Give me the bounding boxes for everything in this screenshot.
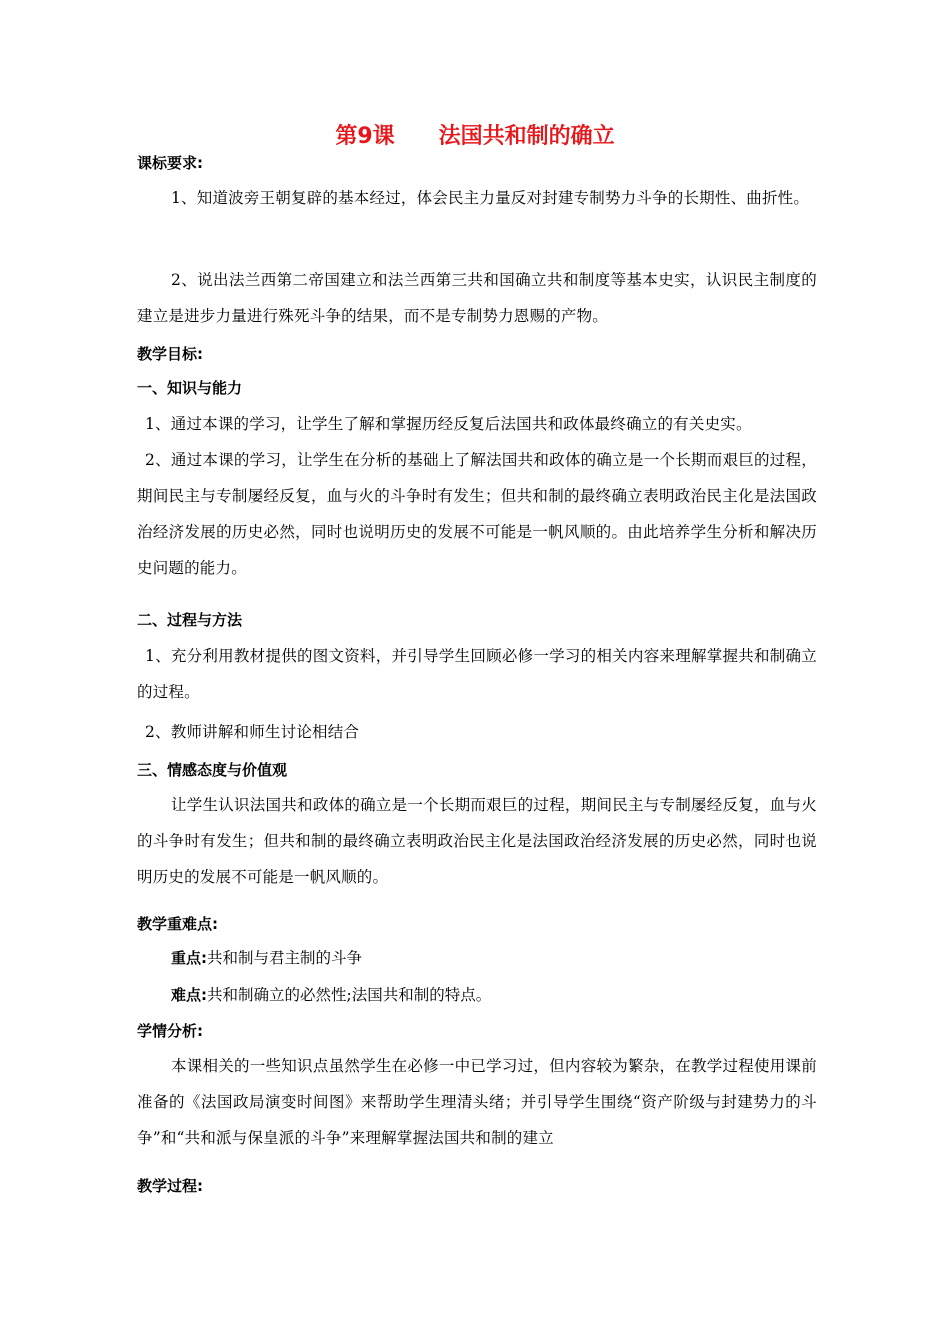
emotion-item-1: 让学生认识法国共和政体的确立是一个长期而艰巨的过程，期间民主与专制屡经反复，血与火的斗争时有发生；但共和制的最终确立表明政治民主化是法国政治经济发展的历史必然，同时也说明历史的发展不可能是一帆风顺的。 (137, 796, 817, 886)
zhongdian-line (137, 947, 851, 969)
nandian-line (137, 984, 851, 1006)
analysis-heading: 学情分析: (137, 1022, 203, 1040)
zhongdian-label: 重点: (171, 949, 207, 967)
process-item-1: 1、充分利用教材提供的图文资料，并引导学生回顾必修一学习的相关内容来理解掌握共和制确立的过程。 (137, 647, 817, 701)
knowledge-item-1: 1、通过本课的学习，让学生了解和掌握历经反复后法国共和政体最终确立的有关史实。 (145, 415, 752, 433)
nandian-text: 共和制确立的必然性;法国共和制的特点。 (207, 986, 492, 1004)
emotion-heading: 三、情感态度与价值观 (137, 761, 288, 779)
kebiao-item-2: 2、说出法兰西第二帝国建立和法兰西第三共和国确立共和制度等基本史实，认识民主制度的建立是进步力量进行殊死斗争的结果，而不是专制势力恩赐的产物。 (137, 271, 817, 325)
process-item-2: 2、教师讲解和师生讨论相结合 (145, 723, 360, 741)
kebiao-heading: 课标要求: (137, 154, 203, 172)
zhongdian-text: 共和制与君主制的斗争 (207, 949, 363, 967)
page-title: 第9课 法国共和制的确立 (335, 124, 615, 149)
kebiao-item-1: 1、知道波旁王朝复辟的基本经过，体会民主力量反对封建专制势力斗争的长期性、曲折性。 (171, 189, 810, 207)
analysis-item-1: 本课相关的一些知识点虽然学生在必修一中已学习过，但内容较为繁杂，在教学过程使用课前准备的《法国政局演变时间图》来帮助学生理清头绪；并引导学生围绕“资产阶级与封建势力的斗争”和“共和派与保皇派的斗争”来理解掌握法国共和制的建立 (137, 1057, 817, 1147)
keypoint-heading: 教学重难点: (137, 915, 218, 933)
knowledge-heading: 一、知识与能力 (137, 379, 243, 397)
nandian-label: 难点: (171, 986, 207, 1004)
teaching-process-heading: 教学过程: (137, 1177, 203, 1195)
knowledge-item-2: 2、通过本课的学习，让学生在分析的基础上了解法国共和政体的确立是一个长期而艰巨的过程，期间民主与专制屡经反复，血与火的斗争时有发生；但共和制的最终确立表明政治民主化是法国政治经济发展的历史必然，同时也说明历史的发展不可能是一帆风顺的。由此培养学生分析和解决历史问题的能力。 (137, 451, 817, 577)
process-heading: 二、过程与方法 (137, 611, 243, 629)
goal-heading: 教学目标: (137, 345, 203, 363)
